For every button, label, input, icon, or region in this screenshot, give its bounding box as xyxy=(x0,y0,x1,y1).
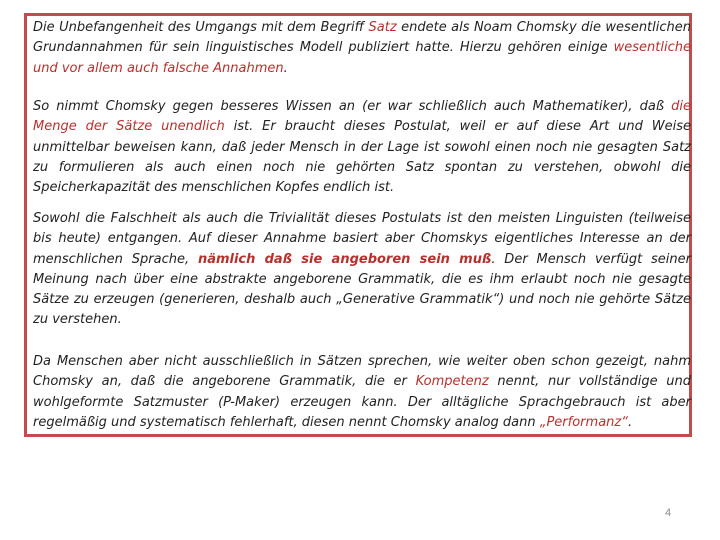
paragraph-2 xyxy=(33,97,691,198)
paragraph-1-text-1: Die Unbefangenheit des Umgangs mit dem Begriff xyxy=(33,20,369,35)
highlight-innate-claim: nämlich daß sie angeboren sein muß xyxy=(197,251,492,267)
paragraph-3-text-1: Sowohl die Falschheit als auch die Trivialität dieses Postulats ist den meisten Linguisten (teilweise bis heute) entgangen. Auf dieser Annahme basiert aber Chomskys eigentliches Interesse an der menschlichen Sprache, xyxy=(33,211,691,267)
paragraph-2-text-2: ist. Er braucht dieses Postulat, weil er auf diese Art und Weise unmittelbar beweisen kann, daß jeder Mensch in der Lage ist sowohl einen noch nie gesagten Satz zu formulieren als auch einen noch nie gehörten Satz spontan zu verstehen, obwohl die Speicherkapazität des menschlichen Kopfes endlich ist. xyxy=(33,119,691,196)
paragraph-1-text-2: endete als Noam Chomsky die wesentlichen Grundannahmen für sein linguistisches Modell publiziert hatte. Hierzu gehören einige xyxy=(33,20,692,56)
paragraph-4-text-2: nennt, nur vollständige und wohlgeformte Satzmuster (P-Maker) erzeugen kann. Der alltägliche Sprachgebrauch ist aber regelmäßig und systematisch fehlerhaft, diesen nennt Chomsky analog dann xyxy=(33,374,691,430)
paragraph-2-text-1: So nimmt Chomsky gegen besseres Wissen an (er war schließlich auch Mathematiker), daß xyxy=(33,99,672,114)
paragraph-4 xyxy=(33,352,691,433)
highlight-false-assumptions: wesentliche und vor allem auch falsche Annahmen xyxy=(33,40,691,76)
paragraph-4-text-1: Da Menschen aber nicht ausschließlich in Sätzen sprechen, wie weiter oben schon gezeigt, nahm Chomsky an, daß die angeborene Grammatik, die er xyxy=(33,354,691,390)
highlight-infinite-sentences: die Menge der Sätze unendlich xyxy=(33,99,691,135)
paragraph-1 xyxy=(33,18,691,79)
term-kompetenz: Kompetenz xyxy=(415,374,489,390)
term-satz: Satz xyxy=(368,20,397,35)
term-performanz: „Performanz“ xyxy=(539,414,628,430)
paragraph-4-text-3: . xyxy=(627,414,633,430)
paragraph-1-text-3: . xyxy=(283,60,288,76)
paragraph-3-text-2: . Der Mensch verfügt seiner Meinung nach über eine abstrakte angeborene Grammatik, die es ihm erlaubt noch nie gesagte Sätze zu erzeugen (generieren, deshalb auch „Generative Grammatik“) und noch nie gehörte Sätze zu verstehen. xyxy=(33,251,691,328)
page-number: 4 xyxy=(665,507,672,519)
paragraph-3 xyxy=(33,209,691,331)
